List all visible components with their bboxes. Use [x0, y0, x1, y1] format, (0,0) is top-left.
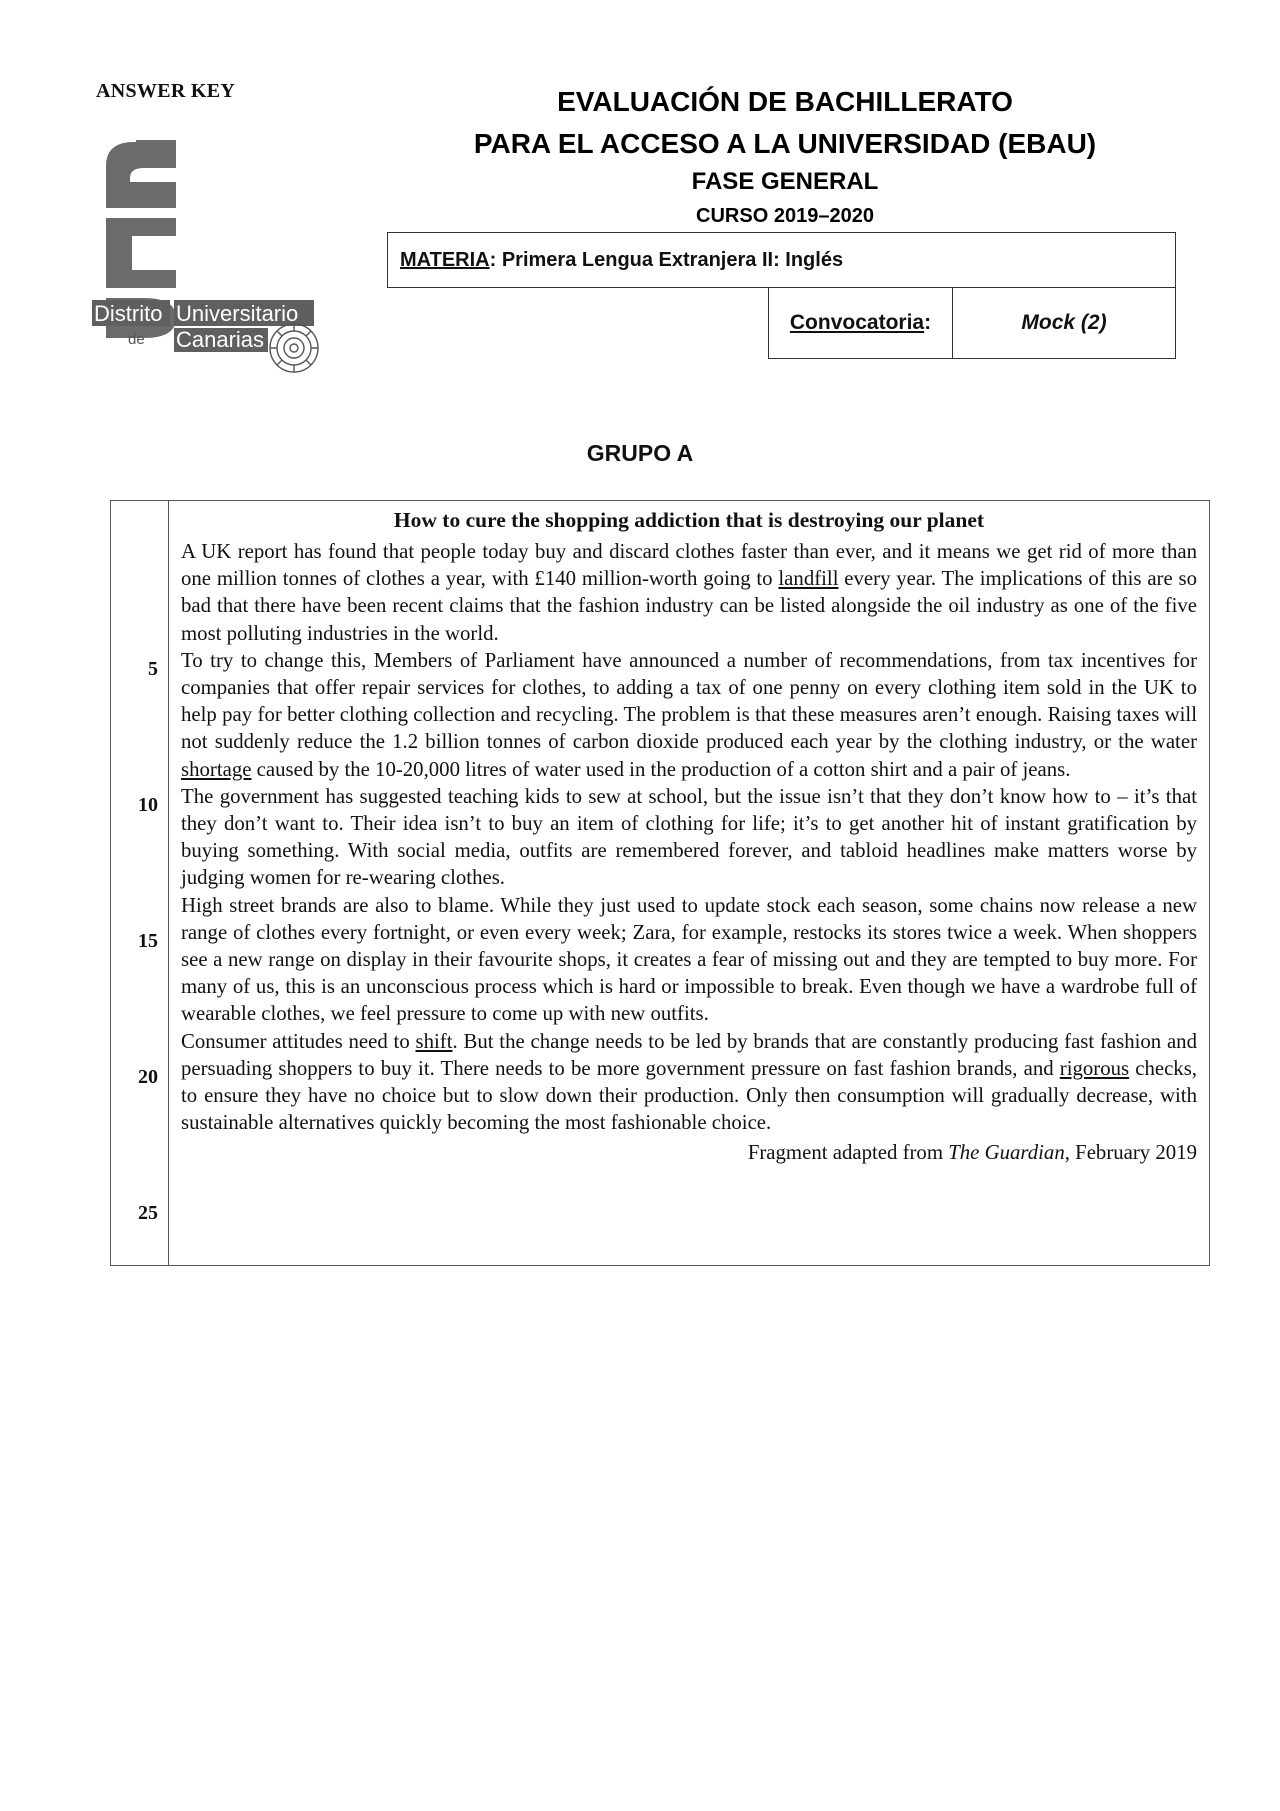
logo-text-universitario: Universitario: [176, 301, 299, 326]
exam-title-line-1: EVALUACIÓN DE BACHILLERATO: [557, 86, 1013, 117]
line-number: 20: [138, 1066, 158, 1088]
article-content: [169, 501, 1209, 1265]
section-title: GRUPO A: [586, 440, 694, 466]
source-publication: The Guardian: [948, 1141, 1065, 1165]
article-source: Fragment adapted from The Guardian, February 2019: [747, 1141, 1197, 1165]
convocatoria-value: Mock (2): [1021, 310, 1107, 334]
paragraph-4: High street brands are also to blame. While they just used to update stock each season, some chains now release a new range of clothes every fortnight, or even every week; Zara, for example, restocks its stores twice a week. When shoppers see a new range on display in their favourite shops, it creates a fear of missing out and they are tempted to buy more. For many of us, this is an unconscious process which is hard or impossible to break. Even though we have a wardrobe full of wearable clothes, we feel pressure to come up with new outfits.: [181, 893, 1197, 1026]
exam-phase: FASE GENERAL: [691, 168, 879, 195]
materia-value: : Primera Lengua Extranjera II: Inglés: [489, 248, 844, 271]
line-number: 25: [138, 1202, 158, 1224]
paragraph-3: The government has suggested teaching kids to sew at school, but the issue isn’t that they don’t know how to – it’s that they don’t want to. Their idea isn’t to buy an item of clothing for life; it’s to get another hit of instant gratification by buying something. With social media, outfits are remembered forever, and tabloid headlines make matters worse by judging women for re-wearing clothes.: [181, 784, 1197, 890]
exam-course: CURSO 2019–2020: [696, 205, 874, 227]
line-number: 15: [138, 930, 158, 952]
convocatoria-label-cell: [769, 287, 953, 358]
logo-letter-u: [106, 218, 176, 236]
underlined-word-shortage: shortage: [181, 757, 252, 781]
line-number: 5: [148, 658, 158, 680]
paragraph-2: To try to change this, Members of Parliament have announced a number of recommendations, from tax incentives for companies that offer repair services for clothes, to adding a tax of one penny on every clothing item sold in the UK to help pay for better clothing collection and recycling. The problem is that these measures aren’t enough. Raising taxes will not suddenly reduce the 1.2 billion tonnes of carbon dioxide produced each year by the clothing industry, or the water shortage caused by the 10-20,000 litres of water used in the production of a cotton shirt and a pair of jeans.: [181, 648, 1197, 781]
logo-text-de: de: [128, 331, 145, 348]
convocatoria-colon: :: [924, 310, 932, 334]
underlined-word-rigorous: rigorous: [1059, 1056, 1130, 1080]
materia-box: [387, 232, 1176, 288]
article-title: How to cure the shopping addiction that is destroying our planet: [393, 508, 985, 532]
ammonite-emblem: [270, 324, 318, 372]
underlined-word-shift: shift: [415, 1029, 453, 1053]
paragraph-5: Consumer attitudes need to shift. But the change needs to be led by brands that are constantly producing fast fashion and persuading shoppers to buy it. There needs to be more government pressure on fast fashion brands, and rigorous checks, to ensure they have no choice but to slow down their production. Only then consumption will gradually decrease, with sustainable alternatives quickly becoming the most fashionable choice.: [181, 1029, 1197, 1135]
convocatoria-label: Convocatoria: [789, 310, 925, 334]
exam-title-line-2: PARA EL ACCESO A LA UNIVERSIDAD (EBAU): [473, 128, 1097, 159]
answer-key-label: ANSWER KEY: [96, 80, 236, 102]
reading-text-box: [110, 500, 1210, 1266]
materia-label: MATERIA: [400, 248, 490, 271]
paragraph-1: A UK report has found that people today buy and discard clothes faster than ever, and it means we get rid of more than one million tonnes of clothes a year, with £140 million-worth going to landfill every year. The implications of this are so bad that there have been recent claims that the fashion industry can be listed alongside the oil industry as one of the five most polluting industries in the world.: [181, 540, 1198, 645]
line-number: 10: [138, 794, 158, 816]
logo-text-distrito: Distrito: [94, 301, 163, 326]
convocatoria-box: [768, 287, 1176, 359]
underlined-word-landfill: landfill: [778, 567, 839, 591]
logo-text-canarias: Canarias: [176, 327, 265, 352]
line-number-column: [111, 501, 169, 1265]
duc-logo: [94, 138, 334, 378]
